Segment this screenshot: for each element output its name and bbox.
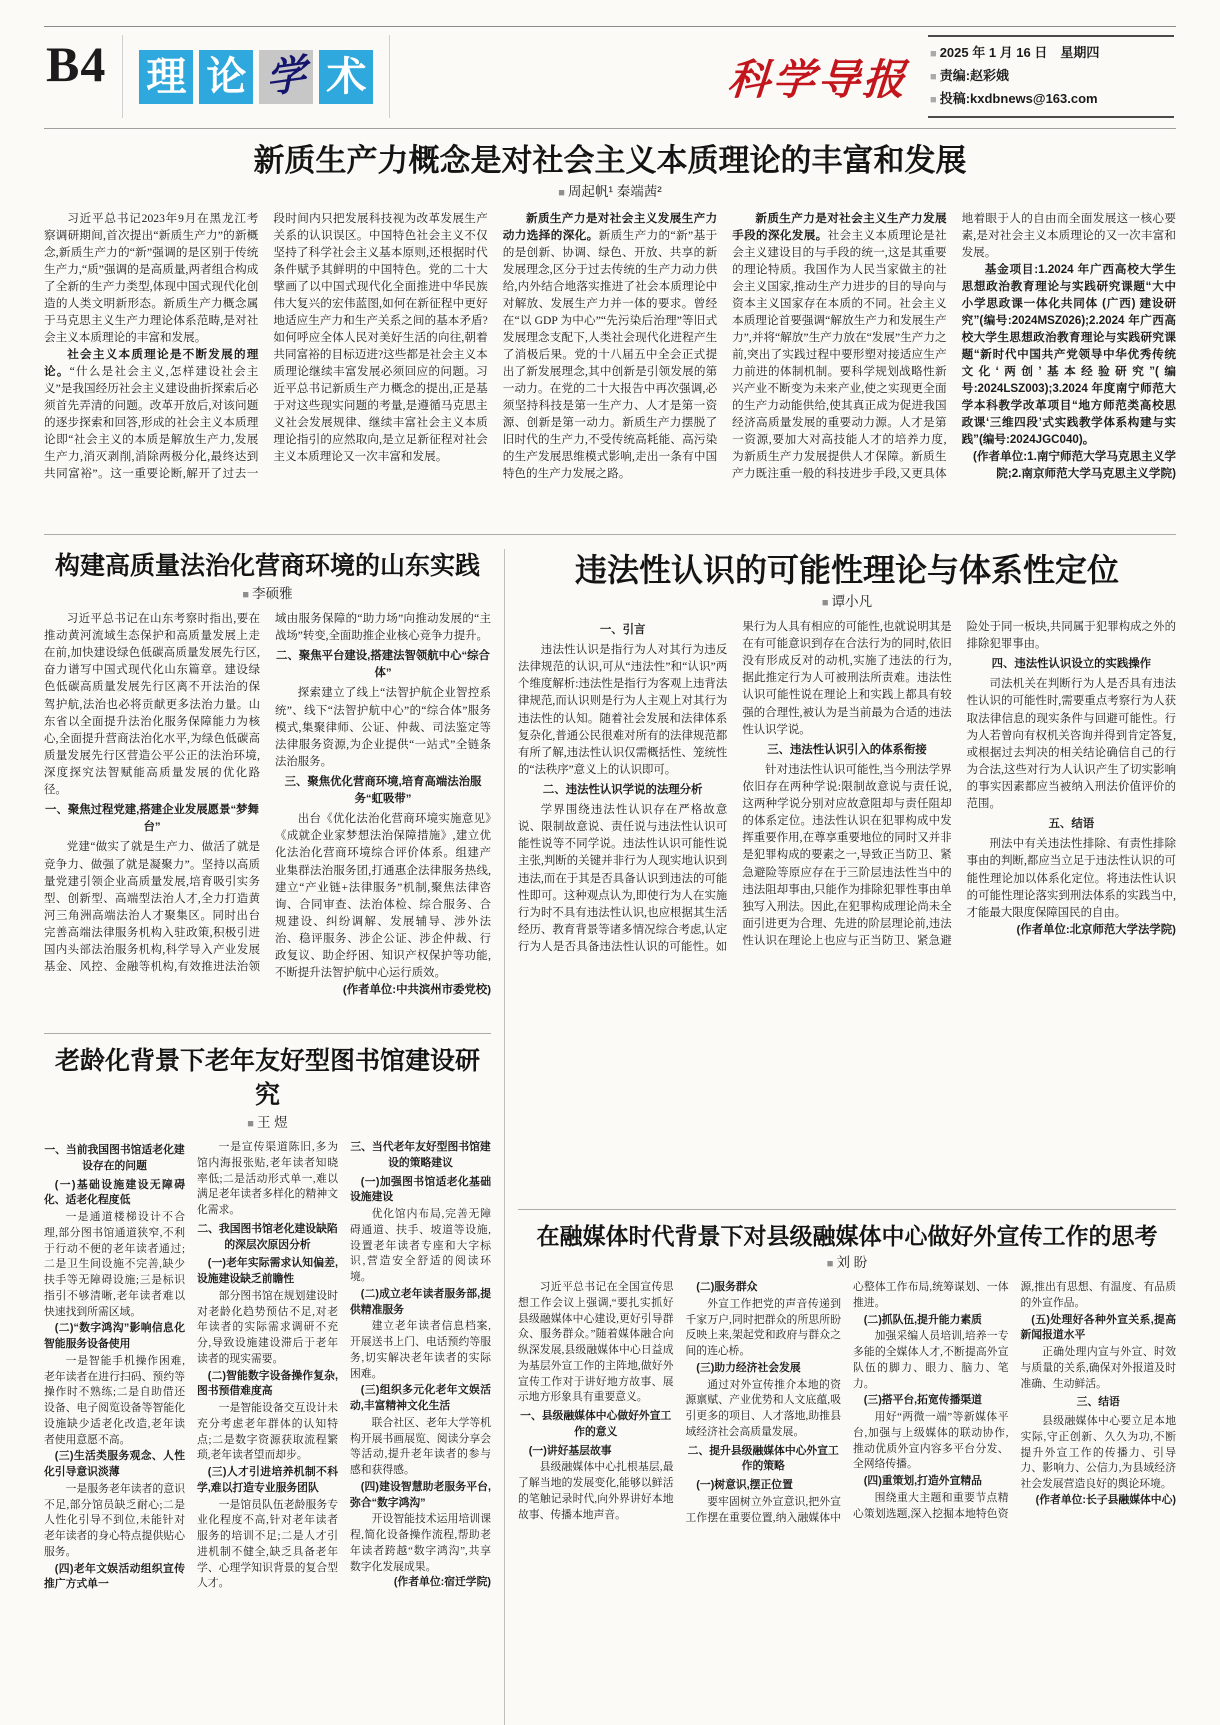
article-paragraph: 外宣工作把党的声音传递到千家万户,同时把群众的所思所盼反映上来,架起党和政府与群众之间的连心桥。 xyxy=(685,1297,841,1357)
right-column-stack xyxy=(518,549,1176,1725)
article-paragraph: 建立老年读者信息档案,开展送书上门、电话预约等服务,切实解决老年读者的实际困难。 xyxy=(350,1320,491,1380)
article-subhead: 二、聚焦平台建设,搭建法智领航中心“综合体” xyxy=(276,650,490,680)
article-paragraph: 一是服务老年读者的意识不足,部分馆员缺乏耐心;二是人性化引导不到位,未能针对老年读者的身心特点提供贴心服务。 xyxy=(44,1482,185,1558)
article-subhead: 三、结语 xyxy=(1076,1396,1120,1409)
author-unit-line: (作者单位:长子县融媒体中心) xyxy=(1035,1493,1176,1506)
article-subhead: 一、引言 xyxy=(599,624,646,636)
section-logo-char: 术 xyxy=(319,50,373,104)
edition-number: B4 xyxy=(46,36,107,92)
article-new-quality-productivity xyxy=(44,129,1176,535)
section-logo xyxy=(122,35,390,118)
article-paragraph: 探索建立了线上“法智护航企业智控系统”、线下“法智护航中心”的“综合体”服务模式,集聚律师、公证、仲裁、司法鉴定等法律服务资源,为企业提供“一站式”全链条法治服务。 xyxy=(275,687,491,768)
article-byline: ■ 李硕雅 xyxy=(44,583,491,606)
article-subitem-head: (二)服务群众 xyxy=(696,1281,758,1293)
article-body xyxy=(44,1140,491,1725)
article-subitem-head: (一)讲好基层故事 xyxy=(528,1444,612,1457)
article-elderly-friendly-library xyxy=(44,1044,491,1725)
article-body xyxy=(518,1280,1176,1700)
article-subitem-head: (一)基础设施建设无障碍化、适老化程度低 xyxy=(44,1178,185,1207)
article-subitem-head: (一)老年实际需求认知偏差,设施建设缺乏前瞻性 xyxy=(197,1257,338,1285)
article-paragraph: 加强采编人员培训,培养一专多能的全媒体人才,不断提高外宣队伍的脚力、眼力、脑力、笔力。 xyxy=(853,1330,1009,1390)
section-logo-char: 理 xyxy=(139,50,193,104)
article-paragraph: 党建“做实了就是生产力、做活了就是竞争力、做强了就是凝聚力”。坚持以高质量党建引领企业高质量发展,培育吸引实务型、创新型、高端型法治人才,全力打造黄河三角洲高端法治人才聚集区。同时出台完善高端法律服务机构入驻政策,积极引进国内头部法治服务机构,科学导入产业发展基金、风控、金融等机构,有效推进法治领域由服务保障的“助力场”向推动发展的“主战场”转变,全面助推企业核心竞争力提升。 xyxy=(44,613,491,974)
section-logo-char-calligraphy: 学 xyxy=(259,50,313,104)
article-subitem-head: (四)建设智慧助老服务平台,弥合“数字鸿沟” xyxy=(350,1480,491,1509)
author-unit-line: (作者单位:1.南宁师范大学马克思主义学院;2.南京师范大学马克思主义学院) xyxy=(973,450,1176,481)
article-subitem-head: (四)老年文娱活动组织宣传推广方式单一 xyxy=(44,1562,185,1591)
article-county-media-publicity xyxy=(518,1220,1176,1700)
vertical-divider-rule xyxy=(504,549,505,1725)
article-subhead: 一、当前我国图书馆适老化建设存在的问题 xyxy=(44,1144,185,1172)
article-illegality-awareness-theory xyxy=(518,549,1176,1195)
article-paragraph: 正确处理内宣与外宣、时效与质量的关系,确保对外报道及时准确、生动鲜活。 xyxy=(1020,1346,1176,1390)
author-unit-line: (作者单位:宿迁学院) xyxy=(393,1576,491,1589)
article-paragraph: 习近平总书记在山东考察时指出,要在推动黄河流域生态保护和高质量发展上走在前,加快建设绿色低碳高质量发展先行区,奋力谱写中国式现代化山东篇章。建设绿色低碳高质量发展先行区离不开法治的保驾护航,法治也必将贡献更多法治力量。山东省以全面提升法治化服务保障能力为核心,全面提升营商法治化水平,为绿色低碳高质量发展先行区营造公平公正的法治环境,深度探究法智赋能高质量发展的优化路径。 xyxy=(44,613,260,797)
article-paragraph: 县级融媒体中心扎根基层,最了解当地的发展变化,能够以鲜活的笔触记录时代,向外界讲好本地故事、传播本地声音。 xyxy=(518,1461,674,1521)
article-paragraph: 一是馆员队伍老龄服务专业化程度不高,针对老年读者服务的培训不足;二是人才引进机制不健全,缺乏具备老年学、心理学知识背景的复合型人才。 xyxy=(197,1498,338,1590)
article-subitem-head: (三)搭平台,拓宽传播渠道 xyxy=(863,1394,982,1407)
article-subitem-head: (一)树意识,摆正位置 xyxy=(696,1479,793,1491)
article-paragraph: 部分图书馆在规划建设时对老龄化趋势预估不足,对老年读者的实际需求调研不充分,导致设施建设滞后于老年读者的现实需要。 xyxy=(197,1289,338,1365)
article-subhead: 二、提升县级融媒体中心外宣工作的策略 xyxy=(687,1444,839,1473)
article-subitem-head: (三)生活类服务观念、人性化引导意识淡薄 xyxy=(44,1450,185,1478)
left-column-stack xyxy=(44,549,491,1725)
article-paragraph: 用好“两微一端”等新媒体平台,加强与上级媒体的联动协作,推动优质外宣内容多平台分发、全网络传播。 xyxy=(853,1411,1009,1471)
article-subhead: 三、违法性认识引入的体系衔接 xyxy=(767,743,927,756)
article-body xyxy=(518,619,1176,1195)
article-subhead: 四、违法性认识设立的实践操作 xyxy=(991,658,1152,671)
author-unit-line: (作者单位:北京师范大学法学院) xyxy=(1016,923,1176,936)
article-subhead: 五、结语 xyxy=(1048,818,1095,831)
article-subitem-head: (三)助力经济社会发展 xyxy=(696,1361,801,1374)
newspaper-masthead: 科学导报 xyxy=(726,57,910,104)
submission-email-line: ■ 投稿:kxdbnews@163.com xyxy=(930,88,1174,111)
article-subitem-head: (四)重策划,打造外宣精品 xyxy=(863,1475,982,1487)
article-title: 违法性认识的可能性理论与体系性定位 xyxy=(574,552,1119,588)
article-paragraph: 一是宣传渠道陈旧,多为馆内海报张贴,老年读者知晓率低;二是活动形式单一,难以满足老年读者多样化的精神文化需求。 xyxy=(197,1141,338,1216)
article-subitem-head: (二)智能数字设备操作复杂,图书预借难度高 xyxy=(197,1369,338,1398)
article-byline: ■ 周起帆¹ 秦端茜² xyxy=(44,181,1176,204)
article-subhead: 一、县级融媒体中心做好外宣工作的意义 xyxy=(520,1410,672,1438)
article-paragraph: 联合社区、老年大学等机构开展书画展览、阅读分享会等活动,提升老年读者的参与感和获得感。 xyxy=(350,1416,491,1476)
article-paragraph: 社会主义本质理论是不断发展的理论。“什么是社会主义,怎样建设社会主义”是我国经历社会主义建设曲折探索后必须首先弄清的问题。改革开放后,对该问题的逐步探索和回答,形成的社会主义本质理论即“社会主义的本质是解放生产力,发展生产力,消灭剥削,消除两极分化,最终达到共同富裕”。这一重要论断,解开了过去一段时间内只把发展科技视为改革发展生产关系的认识误区。中国特色社会主义不仅坚持了科学社会主义基本原则,还根据时代条件赋予其鲜明的中国特色。党的二十大擘画了以中国式现代化全面推进中华民族伟大复兴的宏伟蓝图,如何在新征程中更好地适应生产力和生产关系之间的基本矛盾?如何呼应全体人民对美好生活的向往,朝着共同富裕的目标迈进?这些都是社会主义本质理论继续丰富发展必须回应的问题。习近平总书记新质生产力概念的提出,正是基于对这些现实问题的考量,是遵循马克思主义社会发展规律、继续丰富社会主义本质理论指引的应然取向,是立足新征程对社会主义本质理论又一次丰富和发展。 xyxy=(44,212,488,481)
article-title: 新质生产力概念是对社会主义本质理论的丰富和发展 xyxy=(253,143,967,178)
article-subitem-head: (三)组织多元化老年文娱活动,丰富精神文化生活 xyxy=(350,1384,491,1412)
article-paragraph: 优化馆内布局,完善无障碍通道、扶手、坡道等设施,设置老年读者专座和大字标识,营造安全舒适的阅读环境。 xyxy=(350,1208,491,1283)
article-subitem-head: (二)“数字鸿沟”影响信息化智能服务设备使用 xyxy=(44,1322,185,1350)
author-unit-line: (作者单位:中共滨州市委党校) xyxy=(342,984,491,997)
article-byline: ■ 刘 盼 xyxy=(518,1252,1176,1275)
article-divider-rule xyxy=(44,1033,491,1034)
article-paragraph: 违法性认识是指行为人对其行为违反法律规范的认识,可从“违法性”和“认识”两个维度解析:违法性是指行为客观上违背法律规范,而认识则是行为人主观上对其行为违法性的认知。随着社会发展和法律体系复杂化,普通公民很难对所有的法律规范都有所了解,违法性认识仅需概括性、笼统性的“法秩序”意义上的认识即可。 xyxy=(518,644,728,776)
article-subitem-head: (二)成立老年读者服务部,提供精准服务 xyxy=(350,1287,491,1316)
article-paragraph: 一是智能手机操作困难,老年读者在进行扫码、预约等操作时不熟练;二是自助借还设备、电子阅览设备等智能化设施缺少适老化改造,老年读者使用意愿不高。 xyxy=(44,1354,185,1446)
paragraph-bold-lead: 新质生产力是对社会主义生产力发展手段的深化发展。 xyxy=(732,212,947,243)
article-paragraph: 一是智能设备交互设计未充分考虑老年群体的认知特点;二是数字资源获取流程繁琐,老年读者望而却步。 xyxy=(197,1402,338,1462)
article-subhead: 二、违法性认识学说的法理分析 xyxy=(542,783,703,796)
article-title: 在融媒体时代背景下对县级融媒体中心做好外宣传工作的思考 xyxy=(536,1223,1158,1249)
article-shandong-business-environment xyxy=(44,549,491,1019)
article-paragraph: 要牢固树立外宣意识,把外宣工作摆在重要位置,纳入融媒体中心整体工作布局,统筹谋划、一体推进。 xyxy=(685,1281,1009,1524)
paragraph-bold-lead: 社会主义本质理论是不断发展的理论。 xyxy=(44,348,259,379)
article-subitem-head: (五)处理好各种外宣关系,提高新闻报道水平 xyxy=(1020,1313,1176,1342)
article-subhead: 三、聚焦优化营商环境,培育高端法治服务“虹吸带” xyxy=(284,775,482,806)
paragraph-bold-lead: 新质生产力是对社会主义发展生产力动力选择的深化。 xyxy=(502,212,718,243)
article-paragraph: 习近平总书记在全国宣传思想工作会议上强调,“要扎实抓好县级融媒体中心建设,更好引导群众、服务群众。”随着媒体融合向纵深发展,县级融媒体中心日益成为基层外宣工作的主阵地,做好外宣传工作对于讲好地方故事、展示地方形象具有重要意义。 xyxy=(518,1281,674,1404)
funding-note: 基金项目:1.2024 年广西高校大学生思想政治教育理论与实践研究课题“大中小学思政课一体化共同体 (广西) 建设研究”(编号:2024MSZ026);2.2024 年广西高校大学生思想政治教育理论与实践研究课题“新时代中国共产党领导中华优秀传统文化‘两创’基本经验研究”(编号:2024LSZ003);3.2024 年度南宁师范大学本科教学改革项目“地方师范类高校思政课‘三维四段’式实践教学体系构建与实践”(编号:2024JGC040)。 xyxy=(961,263,1176,447)
article-paragraph: 新质生产力是对社会主义发展生产力动力选择的深化。新质生产力的“新”基于的是创新、协调、绿色、开放、共享的新发展理念,区分于过去传统的生产力动力供给,内外结合地落实推进了社会本质理论中对解放、发展生产力并一体的要求。曾经在“以 GDP 为中心”“先污染后治理”等旧式发展理念支配下,人类社会现代化进程产生了消极后果。党的十八届五中全会正式提出了新发展理念,其中创新是引领发展的第一动力。在党的二十大报告中再次强调,必须坚持科技是第一生产力、人才是第一资源、创新是第一动力。新质生产力摆脱了旧时代的生产力,不受传统高耗能、高污染的生产发展思维模式影响,走出一条有中国特色的生产力发展之路。 xyxy=(502,212,718,481)
lower-page-band xyxy=(44,549,1176,1725)
article-divider-rule xyxy=(518,1209,1176,1210)
article-subitem-head: (三)人才引进培养机制不科学,难以打造专业服务团队 xyxy=(197,1466,338,1494)
article-paragraph: 新质生产力是对社会主义生产力发展手段的深化发展。社会主义本质理论是社会主义建设目的与手段的统一,这是其重要的理论特质。我国作为人民当家做主的社会主义国家,推动生产力进步的目的导向与资本主义国家存在本质的不同。社会主义本质理论首要强调“解放生产力和发展生产力”,并将“解放”生产力放在“发展”生产力之前,突出了实践过程中要形塑对接适应生产力前进的体制机制。要科学规划战略性新兴产业不断变为未来产业,使之实现更全面的生产力动能供给,使其真正成为促进我国经济高质量发展的重要动力源。人才是第一资源,要加大对高技能人才的培养力度,为新质生产力发展提供人才保障。新质生产力既注重一般的科技进步手段,又更具体地着眼于人的自由而全面发展这一核心要素,是对社会主义本质理论的又一次丰富和发展。 xyxy=(732,212,1176,481)
article-paragraph: 县级融媒体中心要立足本地实际,守正创新、久久为功,不断提升外宣工作的传播力、引导力、影响力、公信力,为县域经济社会发展营造良好的舆论环境。 xyxy=(1020,1415,1176,1490)
article-paragraph: 司法机关在判断行为人是否具有违法性认识的可能性时,需要重点考察行为人获取法律信息的现实条件与回避可能性。行为人若曾向有权机关咨询并得到肯定答复,或根据过去判决的相关结论确信自己的行为合法,这些对行为人认识产生了切实影响的事实因素都应当被纳入刑法价值评价的范围。 xyxy=(966,678,1176,811)
article-paragraph: 开设智能技术运用培训课程,简化设备操作流程,帮助老年读者跨越“数字鸿沟”,共享数字化发展成果。 xyxy=(350,1513,491,1573)
article-byline: ■ 谭小凡 xyxy=(518,591,1176,614)
publication-date: ■ 2025 年 1 月 16 日 星期四 xyxy=(930,42,1174,65)
article-paragraph: 围绕重大主题和重要节点精心策划选题,深入挖掘本地特色资源,推出有思想、有温度、有品质的外宣作品。 xyxy=(853,1281,1176,1520)
article-paragraph: 刑法中有关违法性排除、有责性排除事由的判断,都应当立足于违法性认识的可能性理论加以体系化定位。将违法性认识的可能性理论落实到刑法体系的实践当中,才能最大限度保障国民的自由。 xyxy=(966,838,1176,919)
article-paragraph: 学界围绕违法性认识存在严格故意说、限制故意说、责任说与违法性认识可能性说等不同学说。违法性认识可能性说主张,判断的关键并非行为人现实地认识到违法,而在于其是否具备认识到违法的可能性即可。这种观点认为,即使行为人在实施行为时不具有违法性认识,也应根据其生活经历、教育背景等诸多情况综合考虑,认定行为人是否具备违法性认识的可能性。如果行为人具有相应的可能性,也就说明其是在有可能意识到存在合法行为的同时,依旧没有形成反对的动机,实施了违法的行为,据此推定行为人可被刑法所责难。违法性认识可能性说在理论上和实践上都具有较强的合理性,被认为是当前最为合适的违法性认识学说。 xyxy=(518,621,952,953)
section-logo-char: 论 xyxy=(199,50,253,104)
article-title: 构建高质量法治化营商环境的山东实践 xyxy=(54,552,480,580)
article-subitem-head: (二)抓队伍,提升能力素质 xyxy=(863,1313,982,1326)
article-subhead: 二、我国图书馆老化建设缺陷的深层次原因分析 xyxy=(197,1222,338,1251)
article-byline: ■ 王 煜 xyxy=(44,1112,491,1135)
article-paragraph: 针对违法性认识可能性,当今刑法学界依旧存在两种学说:限制故意说与责任说,这两种学说分别对应故意阻却与责任阻却的体系定位。违法性认识在犯罪构成中发挥重要作用,在尊享重要地位的同时又并非是犯罪构成的要素之一,导致正当防卫、紧急避险等原应存在于三阶层违法性当中的违法阻却事由,只能作为排除犯罪性事由单独写入刑法。因此,在犯罪构成理论尚未全面引进更为合理、先进的阶层理论前,违法性认识在理论上也应与正当防卫、紧急避险处于同一板块,共同属于犯罪构成之外的排除犯罪事由。 xyxy=(742,621,1176,947)
article-subhead: 三、当代老年友好型图书馆建设的策略建议 xyxy=(350,1141,491,1169)
header-info-block xyxy=(928,35,1174,118)
article-body xyxy=(44,611,491,1019)
article-subitem-head: (一)加强图书馆适老化基础设施建设 xyxy=(350,1175,491,1204)
article-paragraph: 通过对外宣传推介本地的资源禀赋、产业优势和人文底蕴,吸引更多的项目、人才落地,助推县域经济社会高质量发展。 xyxy=(685,1378,841,1438)
article-paragraph: 习近平总书记2023年9月在黑龙江考察调研期间,首次提出“新质生产力”的新概念,新质生产力的“新”强调的是区别于传统生产力,“质”强调的是高质量,两者组合构成了全新的生产力类型,体现中国式现代化创造的人类文明新形态。新质生产力概念属于马克思主义生产力理论体系范畴,是对社会主义本质理论的丰富和发展。 xyxy=(44,212,259,345)
article-paragraph: 出台《优化法治化营商环境实施意见》《成就企业家梦想法治保障措施》,建立优化法治化营商环境综合评价体系。组建产业集群法治服务团,打通惠企法律服务热线,建立“产业链+法律服务”机制,聚焦法律咨询、合同审查、法治体检、综合服务、合规建设、纠纷调解、发展辅导、涉外法治、稳评服务、涉企公证、涉企仲裁、行政复议、助企纾困、知识产权保护等功能,不断提升法智护航中心运行质效。 xyxy=(275,813,491,980)
article-paragraph: 一是通道楼梯设计不合理,部分图书馆通道狭窄,不利于行动不便的老年读者通过;二是卫生间设施不完善,缺少扶手等无障碍设施;三是标识指引不够清晰,老年读者难以快速找到所需区域。 xyxy=(44,1211,185,1318)
article-body xyxy=(44,210,1176,522)
editor-line: ■ 责编:赵彩娥 xyxy=(930,65,1174,88)
article-subhead: 一、聚焦过程党建,搭建企业发展愿景“梦舞台” xyxy=(45,804,259,834)
page-header xyxy=(44,26,1176,129)
article-title: 老龄化背景下老年友好型图书馆建设研究 xyxy=(54,1047,480,1109)
